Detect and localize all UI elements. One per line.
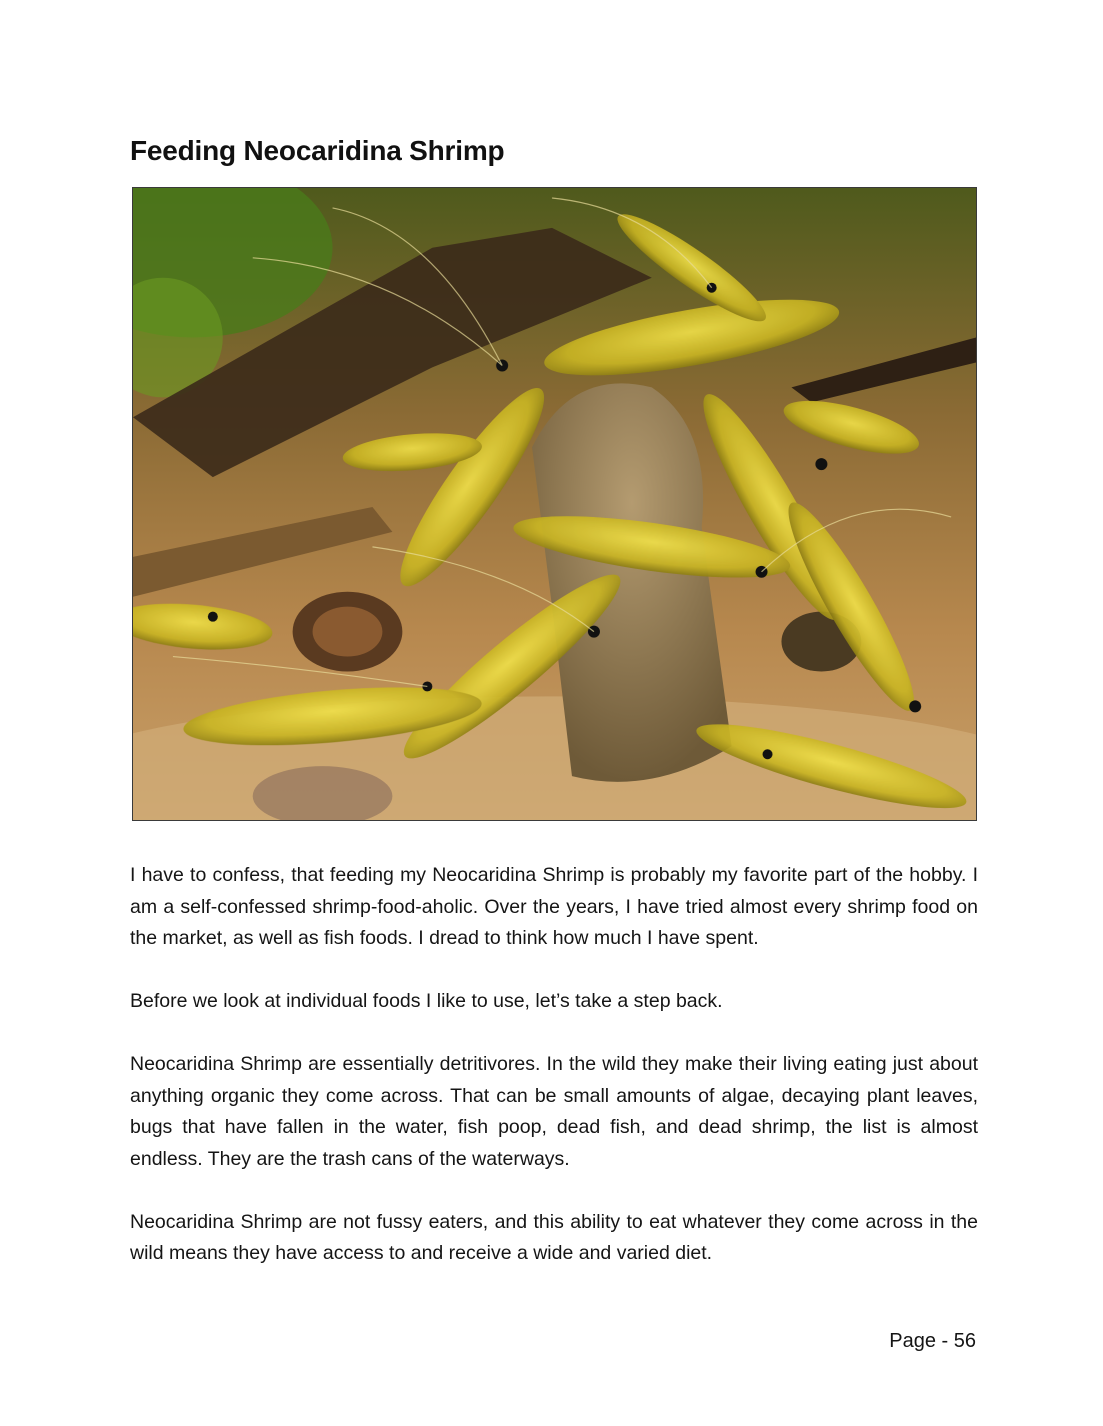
shrimp-photo-illustration: [133, 188, 976, 820]
body-text: [130, 860, 978, 1301]
page-title: Feeding Neocaridina Shrimp: [130, 135, 505, 166]
paragraph-4: Neocaridina Shrimp are not fussy eaters, and this ability to eat whatever they come across in the wild means they have access to and receive a wide and varied diet.: [130, 1210, 978, 1264]
paragraph-3: Neocaridina Shrimp are essentially detritivores. In the wild they make their living eating just about anything organic they come across. That can be small amounts of algae, decaying plant leaves, bugs that have fallen in the water, fish poop, dead fish, and dead shrimp, the list is almost endless. They are the trash cans of the waterways.: [130, 1053, 978, 1170]
page-number: Page - 56: [889, 1330, 976, 1352]
paragraph-2: Before we look at individual foods I like to use, let’s take a step back.: [130, 990, 723, 1012]
shrimp-photo: [132, 187, 977, 821]
paragraph-1: I have to confess, that feeding my Neocaridina Shrimp is probably my favorite part of the hobby. I am a self-confessed shrimp-food-aholic. Over the years, I have tried almost every shrimp food on the market, as well as fish foods. I dread to think how much I have spent.: [130, 864, 978, 949]
